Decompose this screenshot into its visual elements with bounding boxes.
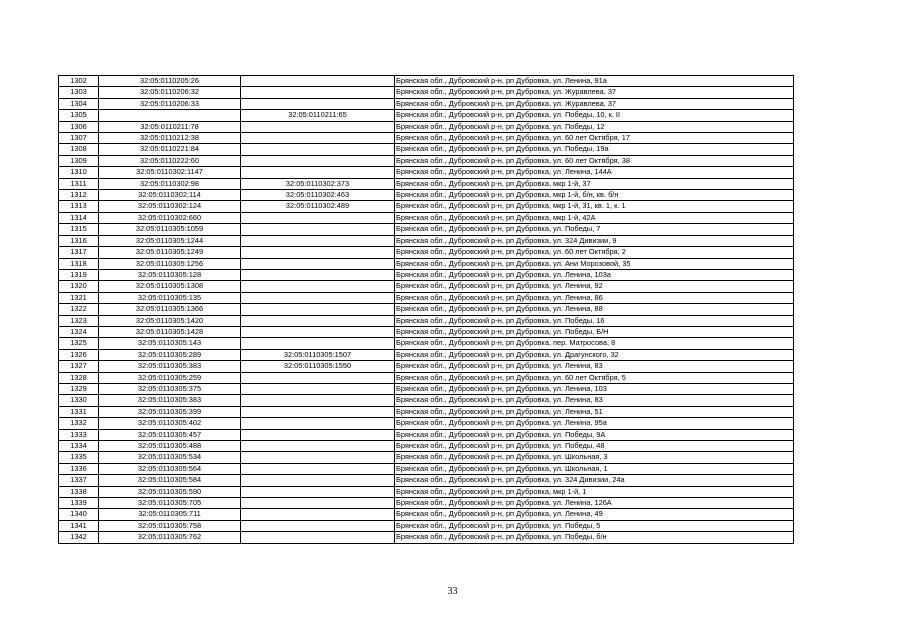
cadastral-number-cell: 32:05:0110206:33 (99, 98, 241, 109)
table-row (59, 349, 794, 360)
address-cell: Брянская обл., Дубровский р-н, рп Дубровка, ул. Журавлева, 37 (395, 98, 794, 109)
address-cell: Брянская обл., Дубровский р-н, рп Дубровка, ул. Ленина, 83 (395, 395, 794, 406)
row-number-cell: 1325 (59, 338, 99, 349)
address-cell: Брянская обл., Дубровский р-н, рп Дубровка, ул. Победы, 10, к. II (395, 110, 794, 121)
row-number-cell: 1307 (59, 133, 99, 144)
table-row (59, 178, 794, 189)
row-number-cell: 1308 (59, 144, 99, 155)
table-row (59, 441, 794, 452)
related-cadastral-number-cell (241, 315, 395, 326)
table-row (59, 269, 794, 280)
address-cell: Брянская обл., Дубровский р-н, рп Дубровка, ул. Ленина, 126А (395, 498, 794, 509)
table-row (59, 247, 794, 258)
cadastral-number-cell: 32:05:0110305:1249 (99, 247, 241, 258)
related-cadastral-number-cell (241, 304, 395, 315)
row-number-cell: 1306 (59, 121, 99, 132)
address-cell: Брянская обл., Дубровский р-н, рп Дубровка, ул. Ленина, 103 (395, 383, 794, 394)
related-cadastral-number-cell (241, 498, 395, 509)
address-cell: Брянская обл., Дубровский р-н, рп Дубровка, ул. Ленина, 86 (395, 292, 794, 303)
row-number-cell: 1319 (59, 269, 99, 280)
related-cadastral-number-cell (241, 269, 395, 280)
table-row (59, 463, 794, 474)
table-row (59, 190, 794, 201)
address-cell: Брянская обл., Дубровский р-н, рп Дубровка, ул. Победы, 16 (395, 315, 794, 326)
cadastral-number-cell: 32:05:0110221:84 (99, 144, 241, 155)
row-number-cell: 1305 (59, 110, 99, 121)
table-row (59, 121, 794, 132)
row-number-cell: 1336 (59, 463, 99, 474)
cadastral-number-cell: 32:05:0110305:1420 (99, 315, 241, 326)
row-number-cell: 1331 (59, 406, 99, 417)
table-row (59, 326, 794, 337)
table-row (59, 361, 794, 372)
address-cell: Брянская обл., Дубровский р-н, рп Дубровка, мкр 1-й, 1 (395, 486, 794, 497)
row-number-cell: 1317 (59, 247, 99, 258)
page-number: 33 (447, 586, 458, 597)
table-row (59, 486, 794, 497)
table-row (59, 144, 794, 155)
related-cadastral-number-cell (241, 475, 395, 486)
cadastral-number-cell: 32:05:0110206:32 (99, 87, 241, 98)
row-number-cell: 1339 (59, 498, 99, 509)
cadastral-number-cell: 32:05:0110305:1244 (99, 235, 241, 246)
cadastral-number-cell: 32:05:0110305:762 (99, 532, 241, 543)
table-row (59, 304, 794, 315)
related-cadastral-number-cell (241, 338, 395, 349)
row-number-cell: 1338 (59, 486, 99, 497)
table-row (59, 87, 794, 98)
cadastral-number-cell: 32:05:0110305:128 (99, 269, 241, 280)
table-row (59, 372, 794, 383)
table-row (59, 281, 794, 292)
related-cadastral-number-cell: 32:05:0110211:65 (241, 110, 395, 121)
cadastral-number-cell: 32:05:0110305:383 (99, 395, 241, 406)
cadastral-number-cell: 32:05:0110305:711 (99, 509, 241, 520)
address-cell: Брянская обл., Дубровский р-н, рп Дубровка, ул. 60 лет Октября, 5 (395, 372, 794, 383)
row-number-cell: 1311 (59, 178, 99, 189)
table-row (59, 167, 794, 178)
table-row (59, 98, 794, 109)
row-number-cell: 1326 (59, 349, 99, 360)
address-cell: Брянская обл., Дубровский р-н, рп Дубровка, ул. Победы, 12 (395, 121, 794, 132)
cadastral-number-cell: 32:05:0110305:564 (99, 463, 241, 474)
address-cell: Брянская обл., Дубровский р-н, рп Дубровка, пер. Матросова, 8 (395, 338, 794, 349)
related-cadastral-number-cell (241, 509, 395, 520)
table-row (59, 532, 794, 543)
address-cell: Брянская обл., Дубровский р-н, рп Дубровка, ул. Победы, 7 (395, 224, 794, 235)
related-cadastral-number-cell (241, 418, 395, 429)
related-cadastral-number-cell (241, 383, 395, 394)
address-cell: Брянская обл., Дубровский р-н, рп Дубровка, ул. Ленина, 91а (395, 76, 794, 87)
row-number-cell: 1328 (59, 372, 99, 383)
related-cadastral-number-cell (241, 224, 395, 235)
table-row (59, 509, 794, 520)
address-cell: Брянская обл., Дубровский р-н, рп Дубровка, мкр 1-й, 37 (395, 178, 794, 189)
address-cell: Брянская обл., Дубровский р-н, рп Дубровка, ул. Ани Морозовой, 35 (395, 258, 794, 269)
related-cadastral-number-cell (241, 281, 395, 292)
row-number-cell: 1312 (59, 190, 99, 201)
address-cell: Брянская обл., Дубровский р-н, рп Дубровка, ул. 324 Дивизии, 24а (395, 475, 794, 486)
table-row (59, 235, 794, 246)
related-cadastral-number-cell (241, 167, 395, 178)
cadastral-number-cell: 32:05:0110305:289 (99, 349, 241, 360)
row-number-cell: 1304 (59, 98, 99, 109)
cadastral-number-cell: 32:05:0110305:534 (99, 452, 241, 463)
cadastral-number-cell: 32:05:0110212:38 (99, 133, 241, 144)
cadastral-number-cell (99, 110, 241, 121)
property-register-table (58, 75, 794, 544)
table-row (59, 201, 794, 212)
related-cadastral-number-cell (241, 133, 395, 144)
table-row (59, 292, 794, 303)
cadastral-number-cell: 32:05:0110305:1428 (99, 326, 241, 337)
cadastral-number-cell: 32:05:0110305:375 (99, 383, 241, 394)
register-table-body (59, 76, 794, 544)
address-cell: Брянская обл., Дубровский р-н, рп Дубровка, ул. Школьная, 3 (395, 452, 794, 463)
table-row (59, 418, 794, 429)
cadastral-number-cell: 32:05:0110305:135 (99, 292, 241, 303)
address-cell: Брянская обл., Дубровский р-н, рп Дубровка, ул. Ленина, 49 (395, 509, 794, 520)
row-number-cell: 1342 (59, 532, 99, 543)
row-number-cell: 1334 (59, 441, 99, 452)
address-cell: Брянская обл., Дубровский р-н, рп Дубровка, ул. 60 лет Октября, 17 (395, 133, 794, 144)
row-number-cell: 1337 (59, 475, 99, 486)
cadastral-number-cell: 32:05:0110302:124 (99, 201, 241, 212)
cadastral-number-cell: 32:05:0110205:26 (99, 76, 241, 87)
table-row (59, 155, 794, 166)
related-cadastral-number-cell (241, 121, 395, 132)
cadastral-number-cell: 32:05:0110305:705 (99, 498, 241, 509)
table-row (59, 383, 794, 394)
address-cell: Брянская обл., Дубровский р-н, рп Дубровка, ул. Ленина, 92 (395, 281, 794, 292)
related-cadastral-number-cell (241, 406, 395, 417)
related-cadastral-number-cell (241, 144, 395, 155)
cadastral-number-cell: 32:05:0110305:383 (99, 361, 241, 372)
table-row (59, 212, 794, 223)
address-cell: Брянская обл., Дубровский р-н, рп Дубровка, ул. Драгунского, 32 (395, 349, 794, 360)
address-cell: Брянская обл., Дубровский р-н, рп Дубровка, ул. Ленина, 83 (395, 361, 794, 372)
related-cadastral-number-cell (241, 429, 395, 440)
row-number-cell: 1302 (59, 76, 99, 87)
related-cadastral-number-cell (241, 372, 395, 383)
row-number-cell: 1318 (59, 258, 99, 269)
row-number-cell: 1333 (59, 429, 99, 440)
related-cadastral-number-cell (241, 326, 395, 337)
table-row (59, 498, 794, 509)
address-cell: Брянская обл., Дубровский р-н, рп Дубровка, ул. Победы, Б/Н (395, 326, 794, 337)
row-number-cell: 1341 (59, 520, 99, 531)
table-row (59, 76, 794, 87)
address-cell: Брянская обл., Дубровский р-н, рп Дубровка, ул. Ленина, 95а (395, 418, 794, 429)
row-number-cell: 1323 (59, 315, 99, 326)
table-row (59, 315, 794, 326)
cadastral-number-cell: 32:05:0110305:399 (99, 406, 241, 417)
table-row (59, 110, 794, 121)
table-row (59, 406, 794, 417)
cadastral-number-cell: 32:05:0110305:1366 (99, 304, 241, 315)
related-cadastral-number-cell (241, 486, 395, 497)
table-row (59, 258, 794, 269)
row-number-cell: 1310 (59, 167, 99, 178)
row-number-cell: 1322 (59, 304, 99, 315)
address-cell: Брянская обл., Дубровский р-н, рп Дубровка, ул. 60 лет Октября, 2 (395, 247, 794, 258)
address-cell: Брянская обл., Дубровский р-н, рп Дубровка, ул. Победы, 5 (395, 520, 794, 531)
row-number-cell: 1321 (59, 292, 99, 303)
table-row (59, 452, 794, 463)
address-cell: Брянская обл., Дубровский р-н, рп Дубровка, ул. Победы, 19а (395, 144, 794, 155)
cadastral-number-cell: 32:05:0110305:1256 (99, 258, 241, 269)
row-number-cell: 1320 (59, 281, 99, 292)
row-number-cell: 1330 (59, 395, 99, 406)
address-cell: Брянская обл., Дубровский р-н, рп Дубровка, ул. Победы, 9А (395, 429, 794, 440)
address-cell: Брянская обл., Дубровский р-н, рп Дубровка, ул. Школьная, 1 (395, 463, 794, 474)
row-number-cell: 1309 (59, 155, 99, 166)
cadastral-number-cell: 32:05:0110305:584 (99, 475, 241, 486)
related-cadastral-number-cell (241, 258, 395, 269)
row-number-cell: 1335 (59, 452, 99, 463)
cadastral-number-cell: 32:05:0110305:259 (99, 372, 241, 383)
address-cell: Брянская обл., Дубровский р-н, рп Дубровка, ул. Ленина, 88 (395, 304, 794, 315)
cadastral-number-cell: 32:05:0110305:758 (99, 520, 241, 531)
related-cadastral-number-cell (241, 520, 395, 531)
address-cell: Брянская обл., Дубровский р-н, рп Дубровка, ул. Журавлева, 37 (395, 87, 794, 98)
address-cell: Брянская обл., Дубровский р-н, рп Дубровка, ул. Ленина, 51 (395, 406, 794, 417)
row-number-cell: 1327 (59, 361, 99, 372)
related-cadastral-number-cell (241, 395, 395, 406)
row-number-cell: 1329 (59, 383, 99, 394)
cadastral-number-cell: 32:05:0110222:60 (99, 155, 241, 166)
related-cadastral-number-cell (241, 87, 395, 98)
related-cadastral-number-cell: 32:05:0110302:373 (241, 178, 395, 189)
table-row (59, 475, 794, 486)
cadastral-number-cell: 32:05:0110302:114 (99, 190, 241, 201)
related-cadastral-number-cell (241, 292, 395, 303)
table-row (59, 395, 794, 406)
cadastral-number-cell: 32:05:0110305:590 (99, 486, 241, 497)
cadastral-number-cell: 32:05:0110211:78 (99, 121, 241, 132)
related-cadastral-number-cell (241, 76, 395, 87)
table-row (59, 133, 794, 144)
cadastral-number-cell: 32:05:0110305:402 (99, 418, 241, 429)
row-number-cell: 1314 (59, 212, 99, 223)
related-cadastral-number-cell (241, 463, 395, 474)
address-cell: Брянская обл., Дубровский р-н, рп Дубровка, ул. Победы, б/н (395, 532, 794, 543)
row-number-cell: 1316 (59, 235, 99, 246)
row-number-cell: 1315 (59, 224, 99, 235)
address-cell: Брянская обл., Дубровский р-н, рп Дубровка, ул. Ленина, 144А (395, 167, 794, 178)
related-cadastral-number-cell (241, 247, 395, 258)
table-row (59, 520, 794, 531)
cadastral-number-cell: 32:05:0110305:1059 (99, 224, 241, 235)
related-cadastral-number-cell (241, 235, 395, 246)
address-cell: Брянская обл., Дубровский р-н, рп Дубровка, мкр 1-й, 42А (395, 212, 794, 223)
related-cadastral-number-cell: 32:05:0110305:1550 (241, 361, 395, 372)
related-cadastral-number-cell (241, 98, 395, 109)
related-cadastral-number-cell: 32:05:0110305:1507 (241, 349, 395, 360)
cadastral-number-cell: 32:05:0110302:1147 (99, 167, 241, 178)
table-row (59, 429, 794, 440)
address-cell: Брянская обл., Дубровский р-н, рп Дубровка, ул. 324 Дивизии, 9 (395, 235, 794, 246)
address-cell: Брянская обл., Дубровский р-н, рп Дубровка, ул. Победы, 48 (395, 441, 794, 452)
related-cadastral-number-cell: 32:05:0110302:489 (241, 201, 395, 212)
table-row (59, 338, 794, 349)
address-cell: Брянская обл., Дубровский р-н, рп Дубровка, мкр 1-й, б/н, кв. б/н (395, 190, 794, 201)
row-number-cell: 1313 (59, 201, 99, 212)
related-cadastral-number-cell (241, 441, 395, 452)
row-number-cell: 1303 (59, 87, 99, 98)
related-cadastral-number-cell (241, 155, 395, 166)
table-row (59, 224, 794, 235)
related-cadastral-number-cell (241, 532, 395, 543)
cadastral-number-cell: 32:05:0110305:143 (99, 338, 241, 349)
related-cadastral-number-cell (241, 452, 395, 463)
cadastral-number-cell: 32:05:0110305:1308 (99, 281, 241, 292)
address-cell: Брянская обл., Дубровский р-н, рп Дубровка, мкр 1-й, 31, кв. 1, к. 1 (395, 201, 794, 212)
cadastral-number-cell: 32:05:0110302:98 (99, 178, 241, 189)
row-number-cell: 1324 (59, 326, 99, 337)
cadastral-number-cell: 32:05:0110305:457 (99, 429, 241, 440)
cadastral-number-cell: 32:05:0110302:660 (99, 212, 241, 223)
related-cadastral-number-cell (241, 212, 395, 223)
row-number-cell: 1332 (59, 418, 99, 429)
related-cadastral-number-cell: 32:05:0110302:463 (241, 190, 395, 201)
address-cell: Брянская обл., Дубровский р-н, рп Дубровка, ул. 60 лет Октября, 38 (395, 155, 794, 166)
address-cell: Брянская обл., Дубровский р-н, рп Дубровка, ул. Ленина, 103а (395, 269, 794, 280)
cadastral-number-cell: 32:05:0110305:488 (99, 441, 241, 452)
row-number-cell: 1340 (59, 509, 99, 520)
